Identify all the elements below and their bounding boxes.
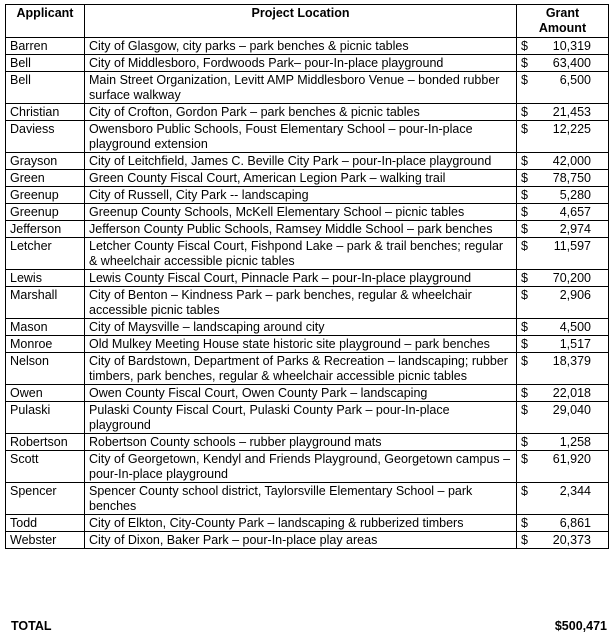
project-location-cell: City of Maysville – landscaping around city xyxy=(85,319,517,336)
currency-symbol: $ xyxy=(521,320,528,334)
applicant-cell: Nelson xyxy=(6,353,85,385)
grant-amount-value: 2,974 xyxy=(559,222,591,236)
table-row xyxy=(6,353,609,385)
currency-symbol: $ xyxy=(521,452,528,466)
grant-amount-value: 5,280 xyxy=(559,188,591,202)
table-row xyxy=(6,170,609,187)
table-row xyxy=(6,287,609,319)
currency-symbol: $ xyxy=(521,288,528,302)
header-row xyxy=(6,5,609,38)
currency-symbol: $ xyxy=(521,154,528,168)
total-row xyxy=(9,619,607,635)
applicant-cell: Todd xyxy=(6,515,85,532)
currency-symbol: $ xyxy=(521,271,528,285)
grant-amount-cell xyxy=(517,238,609,270)
table-row xyxy=(6,204,609,221)
grant-amount-value: 6,861 xyxy=(559,516,591,530)
project-location-cell: City of Middlesboro, Fordwoods Park– pour-In-place playground xyxy=(85,55,517,72)
table-row xyxy=(6,121,609,153)
project-location-cell: Green County Fiscal Court, American Legion Park – walking trail xyxy=(85,170,517,187)
grant-amount-cell xyxy=(517,187,609,204)
currency-symbol: $ xyxy=(521,484,528,498)
amount-header: Grant Amount xyxy=(517,5,609,38)
grant-amount-cell xyxy=(517,336,609,353)
project-location-cell: Owen County Fiscal Court, Owen County Park – landscaping xyxy=(85,385,517,402)
project-location-cell: City of Leitchfield, James C. Beville City Park – pour-In-place playground xyxy=(85,153,517,170)
grant-amount-value: 2,906 xyxy=(559,288,591,302)
grant-amount-cell xyxy=(517,287,609,319)
applicant-cell: Bell xyxy=(6,72,85,104)
table-row xyxy=(6,385,609,402)
table-row xyxy=(6,153,609,170)
currency-symbol: $ xyxy=(521,337,528,351)
applicant-cell: Lewis xyxy=(6,270,85,287)
currency-symbol: $ xyxy=(521,39,528,53)
grant-rows xyxy=(6,38,609,549)
project-location-cell: Owensboro Public Schools, Foust Elementary School – pour-In-place playground extension xyxy=(85,121,517,153)
grant-amount-value: 42,000 xyxy=(552,154,591,168)
currency-symbol: $ xyxy=(521,386,528,400)
applicant-cell: Mason xyxy=(6,319,85,336)
grant-amount-cell xyxy=(517,72,609,104)
grant-amount-value: 1,258 xyxy=(559,435,591,449)
currency-symbol: $ xyxy=(521,188,528,202)
project-location-cell: City of Crofton, Gordon Park – park benches & picnic tables xyxy=(85,104,517,121)
currency-symbol: $ xyxy=(521,533,528,547)
grant-amount-value: 61,920 xyxy=(552,452,591,466)
grant-amount-value: 2,344 xyxy=(559,484,591,498)
grant-amount-cell xyxy=(517,483,609,515)
currency-symbol: $ xyxy=(521,105,528,119)
grant-amount-value: 29,040 xyxy=(552,403,591,417)
currency-symbol: $ xyxy=(521,516,528,530)
table-row xyxy=(6,104,609,121)
grant-amount-value: 78,750 xyxy=(552,171,591,185)
total-value: $500,471 xyxy=(554,619,607,633)
applicant-cell: Webster xyxy=(6,532,85,549)
grant-amount-cell xyxy=(517,221,609,238)
grant-amount-cell xyxy=(517,434,609,451)
grants-table xyxy=(5,4,609,549)
grant-amount-cell xyxy=(517,170,609,187)
project-location-cell: Jefferson County Public Schools, Ramsey Middle School – park benches xyxy=(85,221,517,238)
applicant-cell: Greenup xyxy=(6,187,85,204)
location-header: Project Location xyxy=(85,5,517,38)
applicant-cell: Monroe xyxy=(6,336,85,353)
applicant-cell: Grayson xyxy=(6,153,85,170)
table-row xyxy=(6,515,609,532)
project-location-cell: Old Mulkey Meeting House state historic site playground – park benches xyxy=(85,336,517,353)
grant-amount-value: 10,319 xyxy=(552,39,591,53)
applicant-cell: Marshall xyxy=(6,287,85,319)
currency-symbol: $ xyxy=(521,239,528,253)
currency-symbol: $ xyxy=(521,171,528,185)
table-row xyxy=(6,532,609,549)
applicant-cell: Spencer xyxy=(6,483,85,515)
project-location-cell: City of Benton – Kindness Park – park benches, regular & wheelchair accessible picnic tables xyxy=(85,287,517,319)
grant-amount-cell xyxy=(517,353,609,385)
applicant-cell: Robertson xyxy=(6,434,85,451)
currency-symbol: $ xyxy=(521,73,528,87)
project-location-cell: City of Glasgow, city parks – park benches & picnic tables xyxy=(85,38,517,55)
table-row xyxy=(6,336,609,353)
grant-amount-cell xyxy=(517,121,609,153)
table-row xyxy=(6,434,609,451)
grant-amount-cell xyxy=(517,451,609,483)
grant-amount-value: 4,500 xyxy=(559,320,591,334)
grant-amount-value: 11,597 xyxy=(553,239,591,253)
grant-amount-cell xyxy=(517,402,609,434)
grant-amount-value: 6,500 xyxy=(559,73,591,87)
grant-amount-cell xyxy=(517,104,609,121)
table-row xyxy=(6,221,609,238)
grant-amount-value: 12,225 xyxy=(552,122,591,136)
table-row xyxy=(6,187,609,204)
grant-amount-value: 1,517 xyxy=(559,337,591,351)
currency-symbol: $ xyxy=(521,222,528,236)
project-location-cell: City of Bardstown, Department of Parks & Recreation – landscaping; rubber timbers, park benches, regular & wheelchair accessible picnic tables xyxy=(85,353,517,385)
currency-symbol: $ xyxy=(521,122,528,136)
currency-symbol: $ xyxy=(521,205,528,219)
applicant-cell: Owen xyxy=(6,385,85,402)
currency-symbol: $ xyxy=(521,403,528,417)
project-location-cell: Spencer County school district, Taylorsville Elementary School – park benches xyxy=(85,483,517,515)
applicant-cell: Daviess xyxy=(6,121,85,153)
applicant-cell: Letcher xyxy=(6,238,85,270)
grant-amount-value: 70,200 xyxy=(552,271,591,285)
currency-symbol: $ xyxy=(521,56,528,70)
table-row xyxy=(6,483,609,515)
table-row xyxy=(6,451,609,483)
project-location-cell: City of Georgetown, Kendyl and Friends Playground, Georgetown campus – pour-In-place playground xyxy=(85,451,517,483)
grant-amount-value: 22,018 xyxy=(552,386,591,400)
applicant-cell: Christian xyxy=(6,104,85,121)
grant-amount-cell xyxy=(517,319,609,336)
grant-amount-cell xyxy=(517,38,609,55)
table-row xyxy=(6,238,609,270)
project-location-cell: Greenup County Schools, McKell Elementary School – picnic tables xyxy=(85,204,517,221)
applicant-cell: Scott xyxy=(6,451,85,483)
grant-amount-cell xyxy=(517,204,609,221)
project-location-cell: City of Elkton, City-County Park – landscaping & rubberized timbers xyxy=(85,515,517,532)
table-row xyxy=(6,55,609,72)
table-row xyxy=(6,72,609,104)
grant-amount-value: 21,453 xyxy=(552,105,591,119)
project-location-cell: Letcher County Fiscal Court, Fishpond Lake – park & trail benches; regular & wheelchair accessible picnic tables xyxy=(85,238,517,270)
table-row xyxy=(6,38,609,55)
grant-amount-value: 63,400 xyxy=(552,56,591,70)
table-row xyxy=(6,270,609,287)
project-location-cell: Lewis County Fiscal Court, Pinnacle Park – pour-In-place playground xyxy=(85,270,517,287)
grant-amount-value: 18,379 xyxy=(552,354,591,368)
project-location-cell: Pulaski County Fiscal Court, Pulaski County Park – pour-In-place playground xyxy=(85,402,517,434)
applicant-cell: Pulaski xyxy=(6,402,85,434)
applicant-cell: Barren xyxy=(6,38,85,55)
project-location-cell: Robertson County schools – rubber playground mats xyxy=(85,434,517,451)
grant-amount-cell xyxy=(517,385,609,402)
project-location-cell: City of Russell, City Park -- landscaping xyxy=(85,187,517,204)
grant-amount-cell xyxy=(517,153,609,170)
project-location-cell: Main Street Organization, Levitt AMP Middlesboro Venue – bonded rubber surface walkway xyxy=(85,72,517,104)
grant-amount-value: 4,657 xyxy=(559,205,591,219)
applicant-cell: Bell xyxy=(6,55,85,72)
currency-symbol: $ xyxy=(521,354,528,368)
applicant-cell: Green xyxy=(6,170,85,187)
applicant-header: Applicant xyxy=(6,5,85,38)
applicant-cell: Jefferson xyxy=(6,221,85,238)
grant-amount-cell xyxy=(517,55,609,72)
grant-amount-cell xyxy=(517,515,609,532)
project-location-cell: City of Dixon, Baker Park – pour-In-place play areas xyxy=(85,532,517,549)
table-row xyxy=(6,319,609,336)
currency-symbol: $ xyxy=(521,435,528,449)
total-label: TOTAL xyxy=(11,619,52,633)
table-row xyxy=(6,402,609,434)
grant-amount-cell xyxy=(517,532,609,549)
grant-amount-cell xyxy=(517,270,609,287)
applicant-cell: Greenup xyxy=(6,204,85,221)
grant-amount-value: 20,373 xyxy=(552,533,591,547)
